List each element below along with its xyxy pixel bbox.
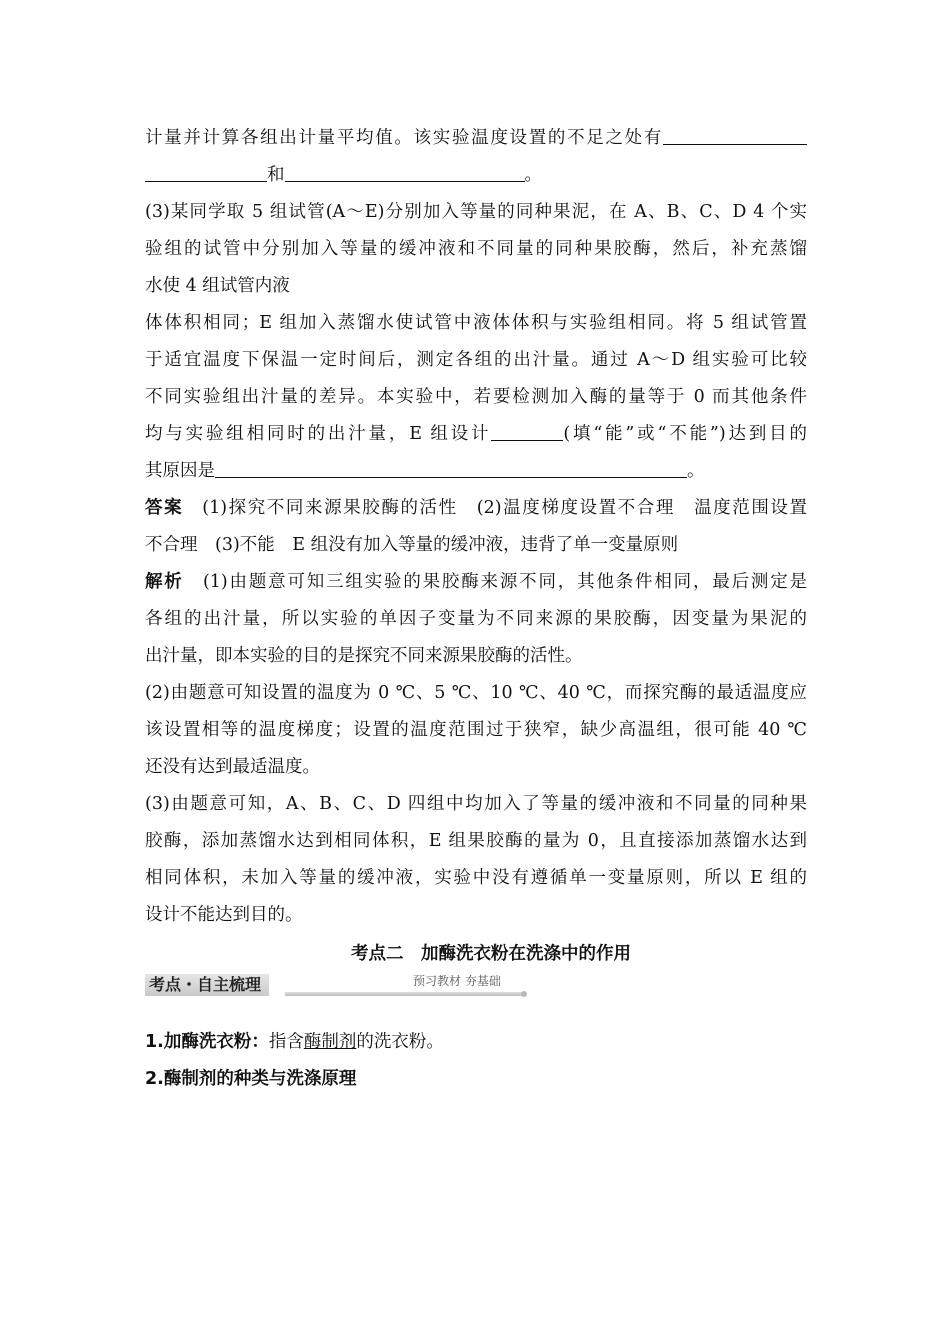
answer-blank[interactable]: [145, 164, 267, 183]
analysis-line: (2)由题意可知设置的温度为 0 ℃、5 ℃、10 ℃、40 ℃，而探究酶的最适温度应: [145, 683, 807, 703]
banner-rule: [285, 992, 525, 996]
banner-subtitle: 预习教材 夯基础: [413, 974, 501, 988]
q3-line-7: 均与实验组相同时的出汁量，E 组设计 (填“能”或“不能”)达到目的: [145, 424, 807, 444]
answer-label: 答案: [145, 498, 184, 518]
answer-blank[interactable]: [663, 127, 807, 146]
analysis-line: 设计不能达到目的。: [145, 905, 303, 925]
q3-line-8: 其原因是 。: [145, 461, 705, 481]
q3-line: 验组的试管中分别加入等量的缓冲液和不同量的同种果胶酶，然后，补充蒸馏: [145, 239, 807, 259]
q2-line-2: 和 。: [145, 157, 807, 194]
answer-line-1: 答案 (1)探究不同来源果胶酶的活性 (2)温度梯度设置不合理 温度范围设置: [145, 498, 807, 518]
analysis-line: 出汁量，即本实验的目的是探究不同来源果胶酶的活性。: [145, 646, 583, 666]
analysis-line: (3)由题意可知，A、B、C、D 四组中均加入了等量的缓冲液和不同量的同种果: [145, 794, 807, 814]
analysis-line: 该设置相等的温度梯度；设置的温度范围过于狭窄，缺少高温组，很可能 40 ℃: [145, 720, 807, 740]
answer-blank[interactable]: [215, 460, 687, 479]
analysis-line: 各组的出汁量，所以实验的单因子变量为不同来源的果胶酶，因变量为果泥的: [145, 609, 807, 629]
item-1-label: 1.加酶洗衣粉：: [145, 1032, 269, 1052]
q3-line: (3)某同学取 5 组试管(A～E)分别加入等量的同种果泥，在 A、B、C、D 4 个实: [145, 202, 807, 222]
item-1: 1.加酶洗衣粉：指含酶制剂的洗衣粉。: [145, 1032, 444, 1052]
underlined-term: 酶制剂: [303, 1032, 357, 1052]
q3-line: 水使 4 组试管内液: [145, 276, 290, 296]
analysis-line: 还没有达到最适温度。: [145, 757, 320, 777]
q3-line: 不同实验组出汁量的差异。本实验中，若要检测加入酶的量等于 0 而其他条件: [145, 387, 807, 407]
section-title: 考点二 加酶洗衣粉在洗涤中的作用: [351, 944, 631, 964]
banner-title: 考点・自主梳理: [145, 974, 269, 996]
q2-line-1: 计量并计算各组出计量平均值。该实验温度设置的不足之处有: [145, 120, 807, 157]
answer-blank[interactable]: [285, 164, 525, 183]
section-banner: [145, 968, 807, 1008]
q3-line: 于适宜温度下保温一定时间后，测定各组的出汁量。通过 A～D 组实验可比较: [145, 350, 807, 370]
answer-line-2: 不合理 (3)不能 E 组没有加入等量的缓冲液，违背了单一变量原则: [145, 535, 679, 555]
banner-dot: [521, 991, 527, 997]
analysis-label: 解析: [145, 572, 184, 592]
analysis-line-1: 解析 (1)由题意可知三组实验的果胶酶来源不同，其他条件相同，最后测定是: [145, 572, 807, 592]
answer-blank[interactable]: [491, 423, 563, 442]
item-2: 2.酶制剂的种类与洗涤原理: [145, 1069, 357, 1089]
analysis-line: 胶酶，添加蒸馏水达到相同体积，E 组果胶酶的量为 0，且直接添加蒸馏水达到: [145, 831, 807, 851]
document-page: [145, 120, 807, 1098]
analysis-line: 相同体积，未加入等量的缓冲液，实验中没有遵循单一变量原则，所以 E 组的: [145, 868, 807, 888]
q3-line: 体体积相同；E 组加入蒸馏水使试管中液体体积与实验组相同。将 5 组试管置: [145, 313, 807, 333]
